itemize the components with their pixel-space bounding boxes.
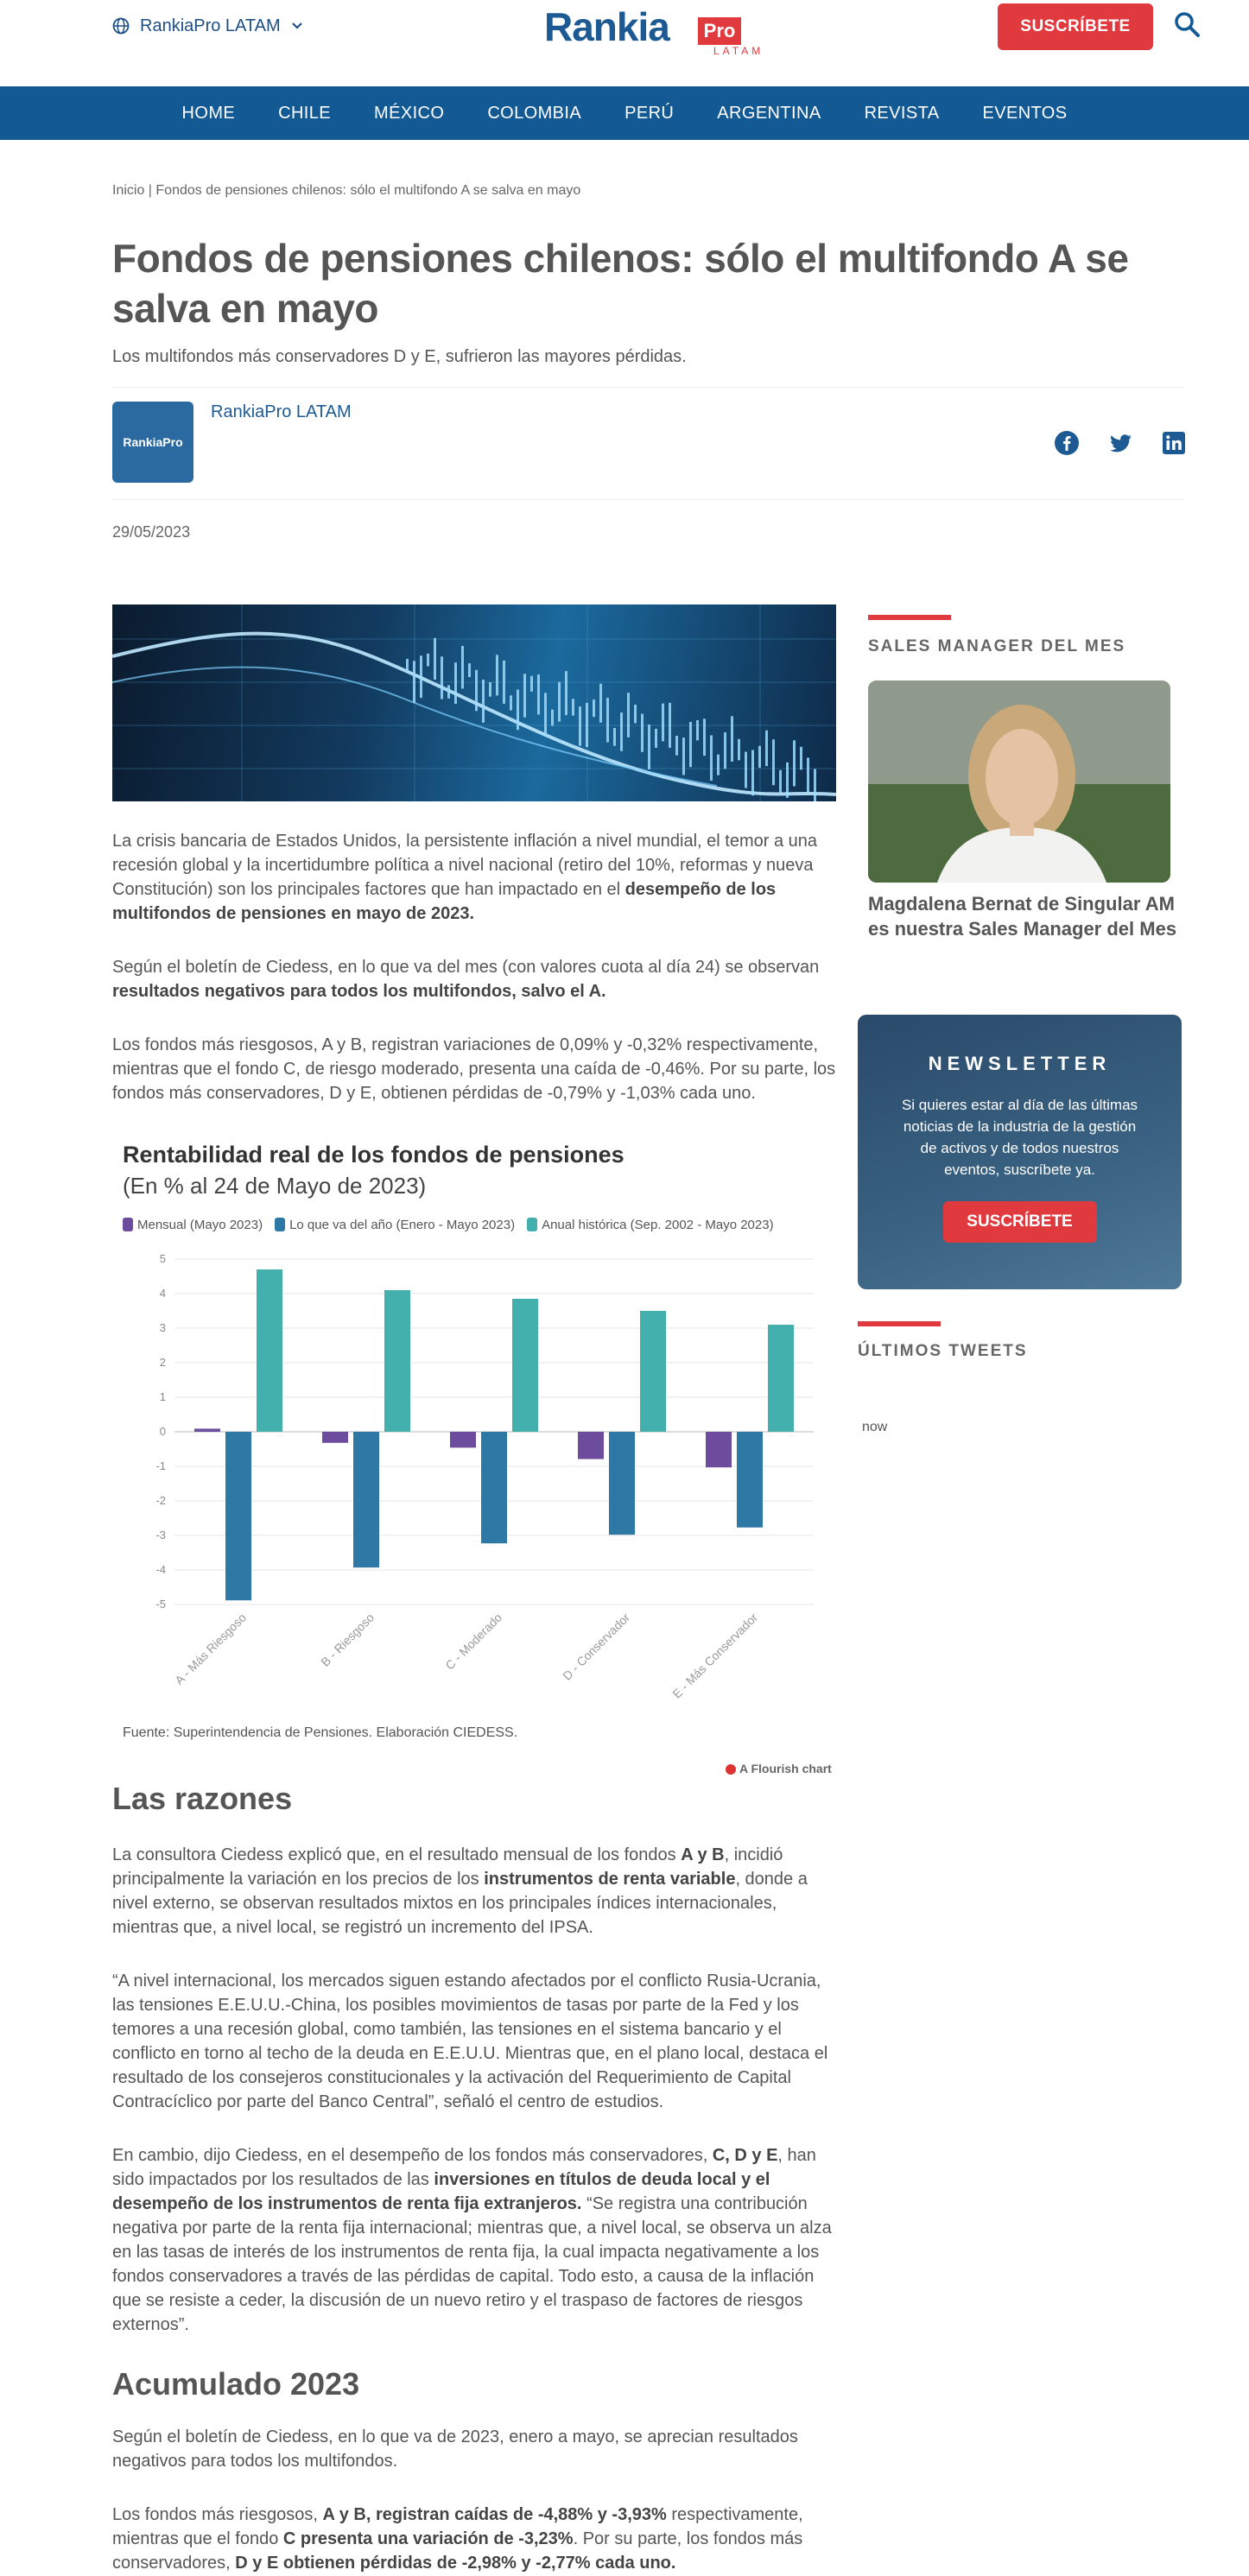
text-run: “Se registra una contribución negativa por parte de la renta fija internacional; mientras que, a nivel local, se observa un alza en las tasas de interés de los instrumentos de renta fija, la cual impacta negativamente a los fondos conservadores a través de las pérdidas de capital. Todo esto, a causa de la inflación que se resiste a ceder, la discusión de un nuevo retiro y el traspaso de factores de riesgos externos”. [112, 2194, 832, 2334]
chart-bar [257, 1269, 282, 1432]
chart-source: Fuente: Superintendencia de Pensiones. Elaboración CIEDESS. [123, 1725, 518, 1740]
newsletter-box [858, 1015, 1182, 1289]
tweet-timestamp[interactable]: now [862, 1420, 888, 1434]
chart-bar [353, 1432, 379, 1567]
hero-decor-bar [634, 705, 637, 723]
hero-decor-bar [772, 739, 775, 785]
hero-decor-bar [745, 752, 747, 788]
hero-decor-bar [669, 703, 671, 748]
hero-decor-bar [427, 654, 429, 667]
twitter-icon[interactable] [1107, 430, 1133, 456]
text-run: , incidió principalmente la variación en los precios de los [112, 1845, 783, 1889]
bold-text: C, D y E [712, 2146, 778, 2165]
hero-decor-bar [482, 680, 485, 723]
hero-decor-bar [682, 737, 685, 775]
bold-text: A y B [681, 1845, 725, 1864]
breadcrumb[interactable]: Inicio | Fondos de pensiones chilenos: sólo el multifondo A se salva en mayo [112, 183, 581, 198]
hero-decor-bar [551, 710, 554, 726]
logo-pro: Pro [698, 17, 741, 45]
legend-label: Lo que va del año (Enero - Mayo 2023) [289, 1218, 516, 1232]
legend-item[interactable] [275, 1218, 515, 1232]
hero-decor-bar [807, 757, 809, 792]
chart-bar [578, 1432, 604, 1459]
hero-decor-bar [627, 693, 630, 737]
hero-decor-bar [523, 674, 526, 717]
hero-decor-bar [558, 682, 561, 722]
hero-decor-bar [454, 662, 457, 704]
newsletter-title: NEWSLETTER [928, 1053, 1112, 1074]
chevron-down-icon [291, 20, 303, 32]
hero-decor-bar [579, 706, 581, 746]
region-selector[interactable] [112, 14, 303, 38]
chart-bar [512, 1299, 538, 1432]
chart-bar [481, 1432, 507, 1543]
text-run: La crisis bancaria de Estados Unidos, la persistente inflación a nivel mundial, el temor a una recesión global y la incertidumbre política a nivel nacional (retiro del 10%, reformas y nueva Constitución) son los principales factores que han impactado en el [112, 832, 817, 899]
hero-decor-bar [420, 655, 422, 698]
hero-decor-bar [593, 699, 595, 717]
legend-item[interactable] [527, 1218, 773, 1232]
logo-brand: Rankia [544, 4, 669, 49]
y-tick-label: -2 [155, 1494, 166, 1507]
text-run: , donde a nivel externo, se observan resultados mixtos en los principales índices internacionales, mientras que, a nivel local, se registró un incremento del IPSA. [112, 1870, 808, 1937]
nav-colombia[interactable]: COLOMBIA [487, 103, 582, 123]
flourish-credit-label: A Flourish chart [739, 1762, 832, 1775]
hero-decor-bar [586, 703, 588, 747]
hero-decor-bar [751, 750, 754, 795]
y-tick-label: 0 [159, 1425, 166, 1438]
hero-decor-bar [696, 720, 699, 740]
text-run: . Por su parte, los fondos más conservadores, [112, 2529, 803, 2573]
hero-decor-bar [606, 698, 609, 742]
nav-argentina[interactable]: ARGENTINA [717, 103, 821, 123]
author-name[interactable]: RankiaPro LATAM [211, 402, 352, 421]
chart-bar [768, 1325, 794, 1432]
paragraph-acumulado-2 [112, 2503, 838, 2575]
hero-decor-bar [434, 638, 436, 680]
legend-label: Anual histórica (Sep. 2002 - Mayo 2023) [542, 1218, 774, 1232]
section-accent-bar [858, 1321, 941, 1326]
hero-decor-bar [786, 763, 789, 798]
chart-legend [123, 1218, 774, 1232]
paragraph-razones-2: “A nivel internacional, los mercados siguen estando afectados por el conflicto Rusia-Ucrania, las tensiones E.E.U.U.-China, los posibles movimientos de tasas por parte de la Fed y los temores a una recesión global, como también, las tensiones en el sistema bancario y el conflicto en torno al techo de la deuda en E.E.U.U. Mientras que, en el plano local, destaca el resultado de los consejeros constitucionales y la activación del Requerimiento de Capital Contracíclico por parte del Banco Central”, señaló el centro de estudios. [112, 1972, 828, 2111]
stock-chart-illustration [112, 604, 836, 801]
chart-bar [737, 1432, 763, 1528]
hero-decor-bar [489, 682, 491, 697]
hero-decor-bar [530, 676, 533, 692]
legend-swatch [527, 1218, 537, 1231]
bold-text: A y B, registran caídas de -4,88% y -3,93% [322, 2505, 667, 2524]
hero-decor-bar [641, 714, 644, 752]
hero-decor-bar [731, 716, 733, 762]
hero-decor-bar [724, 732, 726, 769]
hero-decor-bar [765, 731, 768, 766]
hero-decor-bar [620, 712, 623, 751]
section-heading-acumulado: Acumulado 2023 [112, 2366, 360, 2402]
flourish-credit[interactable] [726, 1762, 832, 1775]
bold-text: D y E obtienen pérdidas de -2,98% y -2,77% cada uno. [235, 2554, 676, 2573]
globe-icon [112, 17, 130, 35]
hero-decor-bar [662, 704, 664, 742]
y-tick-label: -4 [155, 1563, 166, 1576]
chart-bar [384, 1290, 410, 1432]
legend-swatch [275, 1218, 285, 1231]
article-hero-image [112, 604, 836, 801]
facebook-icon[interactable] [1054, 430, 1080, 456]
newsletter-subscribe-button[interactable]: SUSCRÍBETE [943, 1201, 1097, 1243]
chart-bar [609, 1432, 635, 1535]
hero-decor-bar [537, 674, 540, 714]
x-tick-label: B - Riesgoso [318, 1610, 377, 1669]
paragraph-intro [112, 829, 838, 926]
hero-decor-bar [793, 740, 796, 786]
subscribe-button[interactable]: SUSCRÍBETE [998, 3, 1153, 50]
paragraph-razones-1 [112, 1843, 838, 1940]
paragraph-variations: Los fondos más riesgosos, A y B, registran variaciones de 0,09% y -0,32% respectivamente, mientras que el fondo C, de riesgo moderado, presenta una caída de -0,46%. Por su parte, los fondos más conservadores, D y E, obtienen pérdidas de -0,79% y -1,03% cada uno. [112, 1035, 836, 1103]
hero-decor-bar [738, 739, 740, 761]
hero-decor-bar [758, 746, 761, 768]
linkedin-icon[interactable] [1161, 430, 1187, 456]
bold-text: inversiones en títulos de deuda local y el desempeño de los instrumentos de renta fija extranjeros. [112, 2170, 770, 2213]
x-tick-label: C - Moderado [442, 1610, 505, 1673]
chart-bar [706, 1432, 732, 1467]
sales-manager-photo[interactable] [868, 680, 1170, 883]
nav-home[interactable]: HOME [181, 103, 236, 123]
newsletter-description: Si quieres estar al día de las últimas noticias de la industria de la gestión de activos y de todos nuestros eventos, suscríbete ya. [901, 1097, 1138, 1178]
y-tick-label: -1 [155, 1459, 166, 1472]
paragraph-razones-3 [112, 2143, 838, 2337]
nav-peru[interactable]: PERÚ [624, 103, 675, 123]
avatar[interactable]: RankiaPro [112, 402, 193, 483]
chart-title: Rentabilidad real de los fondos de pensiones [123, 1142, 624, 1168]
y-tick-label: 2 [159, 1356, 166, 1369]
chart-bar [450, 1432, 476, 1447]
chart-bar [194, 1428, 220, 1432]
hero-decor-bar [413, 661, 415, 703]
article-subtitle: Los multifondos más conservadores D y E, sufrieron las mayores pérdidas. [112, 347, 687, 366]
divider [112, 499, 1183, 500]
bold-text: resultados negativos para todos los multifondos, salvo el A. [112, 982, 606, 1001]
x-tick-label: A - Más Riesgoso [172, 1610, 250, 1687]
returns-bar-chart [123, 1244, 831, 1718]
y-tick-label: -5 [155, 1598, 166, 1611]
section-heading-razones: Las razones [112, 1781, 293, 1816]
hero-decor-bar [717, 755, 720, 775]
bold-text: C presenta una variación de -3,23% [282, 2529, 574, 2548]
hero-decor-bar [468, 663, 471, 677]
paragraph-acumulado-1: Según el boletín de Ciedess, en lo que va de 2023, enero a mayo, se aprecian resultados negativos para todos los multifondos. [112, 2427, 798, 2471]
hero-decor-bar [496, 655, 498, 695]
legend-label: Mensual (Mayo 2023) [137, 1218, 263, 1232]
y-tick-label: 4 [159, 1287, 166, 1300]
text-run: respectivamente, mientras que el fondo [112, 2505, 803, 2548]
publish-date: 29/05/2023 [112, 523, 191, 541]
nav-revista[interactable]: REVISTA [864, 103, 940, 123]
hero-decor-bar [689, 722, 692, 767]
chart-bar [322, 1432, 348, 1443]
nav-mexico[interactable]: MÉXICO [374, 103, 445, 123]
region-label: RankiaPro LATAM [140, 16, 281, 35]
legend-item[interactable] [123, 1218, 263, 1232]
hero-decor-bar [572, 699, 574, 715]
divider [112, 387, 1183, 388]
hero-decor-bar [710, 735, 713, 780]
text-run: , han sido impactados por los resultados de las [112, 2146, 816, 2189]
hero-decor-bar [503, 661, 505, 704]
hero-decor-bar [406, 659, 409, 671]
hero-decor-bar [599, 684, 602, 723]
text-run: Los fondos más riesgosos, [112, 2505, 323, 2524]
hero-decor-bar [814, 769, 816, 801]
search-icon[interactable] [1173, 10, 1201, 38]
top-bar [0, 0, 1249, 86]
hero-decor-bar [565, 671, 567, 715]
rankiapro-logo[interactable] [544, 3, 764, 57]
section-accent-bar [868, 615, 951, 620]
y-tick-label: 1 [159, 1390, 166, 1403]
paragraph-ciedess [112, 955, 838, 1003]
logo-sub: LATAM [713, 45, 764, 57]
text-run: En cambio, dijo Ciedess, en el desempeño de los fondos más conservadores, [112, 2146, 713, 2165]
sales-manager-heading: SALES MANAGER DEL MES [868, 637, 1126, 655]
page-title: Fondos de pensiones chilenos: sólo el multifondo A se salva en mayo [112, 236, 1129, 331]
nav-eventos[interactable]: EVENTOS [982, 103, 1068, 123]
x-tick-label: E - Más Conservador [669, 1610, 761, 1701]
chart-bar [225, 1432, 251, 1600]
text-run: La consultora Ciedess explicó que, en el resultado mensual de los fondos [112, 1845, 682, 1864]
y-tick-label: -3 [155, 1529, 166, 1541]
hero-decor-bar [461, 646, 464, 689]
hero-decor-bar [510, 695, 512, 710]
chart-bar [640, 1311, 666, 1432]
hero-decor-bar [648, 725, 650, 769]
hero-decor-bar [779, 770, 782, 793]
hero-decor-bar [655, 729, 657, 748]
text-run: Según el boletín de Ciedess, en lo que va del mes (con valores cuota al día 24) se observan [112, 958, 820, 977]
portrait-illustration [868, 680, 1170, 883]
hero-decor-bar [613, 728, 616, 746]
sales-manager-caption[interactable]: Magdalena Bernat de Singular AM es nuestra Sales Manager del Mes [868, 893, 1177, 940]
chart-subtitle: (En % al 24 de Mayo de 2023) [123, 1173, 427, 1199]
legend-swatch [123, 1218, 133, 1231]
hero-decor-bar [800, 747, 802, 770]
y-tick-label: 3 [159, 1321, 166, 1334]
x-tick-label: D - Conservador [560, 1610, 633, 1683]
hero-decor-bar [441, 656, 443, 699]
hero-decor-bar [447, 686, 450, 699]
y-tick-label: 5 [159, 1252, 166, 1265]
hero-decor-bar [544, 693, 547, 737]
tweets-heading: ÚLTIMOS TWEETS [858, 1342, 1028, 1360]
hero-decor-bar [475, 670, 478, 711]
bold-text: instrumentos de renta variable [484, 1870, 736, 1889]
hero-decor-bar [517, 690, 519, 731]
nav-chile[interactable]: CHILE [278, 103, 332, 123]
bold-text: desempeño de los multifondos de pensiones en mayo de 2023. [112, 880, 777, 923]
hero-decor-bar [703, 718, 706, 756]
flourish-logo-icon [726, 1764, 736, 1775]
main-nav [0, 86, 1249, 140]
hero-decor-bar [675, 736, 678, 756]
